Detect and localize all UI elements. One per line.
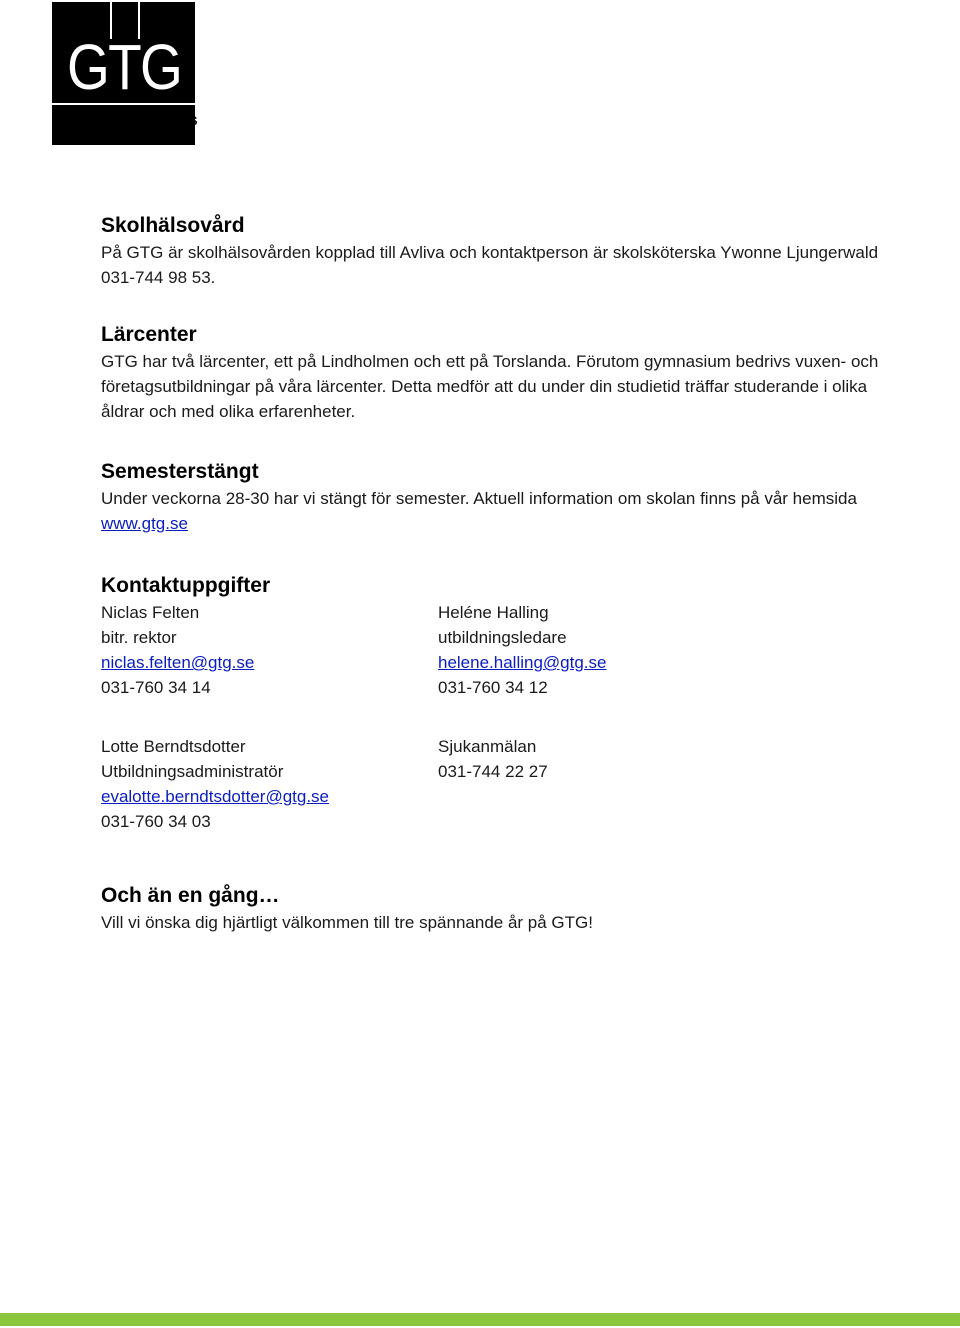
- contact-grid-row2: [101, 734, 881, 834]
- section-closing: [101, 882, 881, 935]
- contact-card-sick-leave: [438, 734, 738, 834]
- contact-phone: 031-760 34 03: [101, 812, 211, 831]
- document-body: [101, 212, 881, 935]
- contact-phone: 031-744 22 27: [438, 762, 548, 781]
- heading-skolhalsovard: Skolhälsovård: [101, 214, 245, 237]
- contact-name: Heléne Halling: [438, 603, 549, 622]
- logo-caption-line1: GÖTEBORGSREGIONENS: [52, 116, 198, 128]
- contact-card: [438, 600, 738, 700]
- contact-card: [101, 600, 438, 700]
- semester-text: Under veckorna 28-30 har vi stängt för semester. Aktuell information om skolan finns på vår hemsida: [101, 489, 857, 508]
- contact-role: Utbildningsadministratör: [101, 762, 284, 781]
- contact-phone: 031-760 34 12: [438, 678, 548, 697]
- contact-name: Sjukanmälan: [438, 737, 537, 756]
- text-closing: Vill vi önska dig hjärtligt välkommen till tre spännande år på GTG!: [101, 913, 593, 932]
- contact-role: utbildningsledare: [438, 628, 567, 647]
- section-skolhalsovard: [101, 212, 881, 290]
- contact-role: bitr. rektor: [101, 628, 177, 647]
- contact-card: [101, 734, 438, 834]
- contact-grid-row1: [101, 600, 881, 700]
- footer-accent-bar: [0, 1313, 960, 1326]
- section-larcenter: [101, 321, 881, 424]
- contact-name: Lotte Berndtsdotter: [101, 737, 246, 756]
- text-larcenter: GTG har två lärcenter, ett på Lindholmen och ett på Torslanda. Förutom gymnasium bedrivs vuxen- och företagsutbildningar på våra lärcenter. Detta medför att du under din studietid träffar studerande i olika åldrar och med olika erfarenheter.: [101, 352, 879, 421]
- contact-name: Niclas Felten: [101, 603, 200, 622]
- contact-email-link[interactable]: helene.halling@gtg.se: [438, 653, 607, 672]
- contact-email-link[interactable]: niclas.felten@gtg.se: [101, 653, 255, 672]
- heading-larcenter: Lärcenter: [101, 323, 197, 346]
- website-link[interactable]: www.gtg.se: [101, 514, 188, 533]
- heading-semesterstangt: Semesterstängt: [101, 460, 259, 483]
- logo-caption-line2: TEKNISKA GYMNASIUM: [52, 131, 187, 143]
- heading-closing: Och än en gång…: [101, 884, 280, 907]
- section-kontakt: [101, 572, 881, 834]
- text-semesterstangt: [101, 486, 881, 536]
- logo-letters: GTG: [67, 31, 182, 103]
- contact-email-link[interactable]: evalotte.berndtsdotter@gtg.se: [101, 787, 330, 806]
- contact-phone: 031-760 34 14: [101, 678, 211, 697]
- heading-kontakt: Kontaktuppgifter: [101, 574, 271, 597]
- logo-caption: [52, 0, 212, 150]
- text-skolhalsovard: På GTG är skolhälsovården kopplad till Avliva och kontaktperson är skolsköterska Ywonne Ljungerwald 031-744 98 53.: [101, 243, 879, 287]
- section-semesterstangt: [101, 458, 881, 536]
